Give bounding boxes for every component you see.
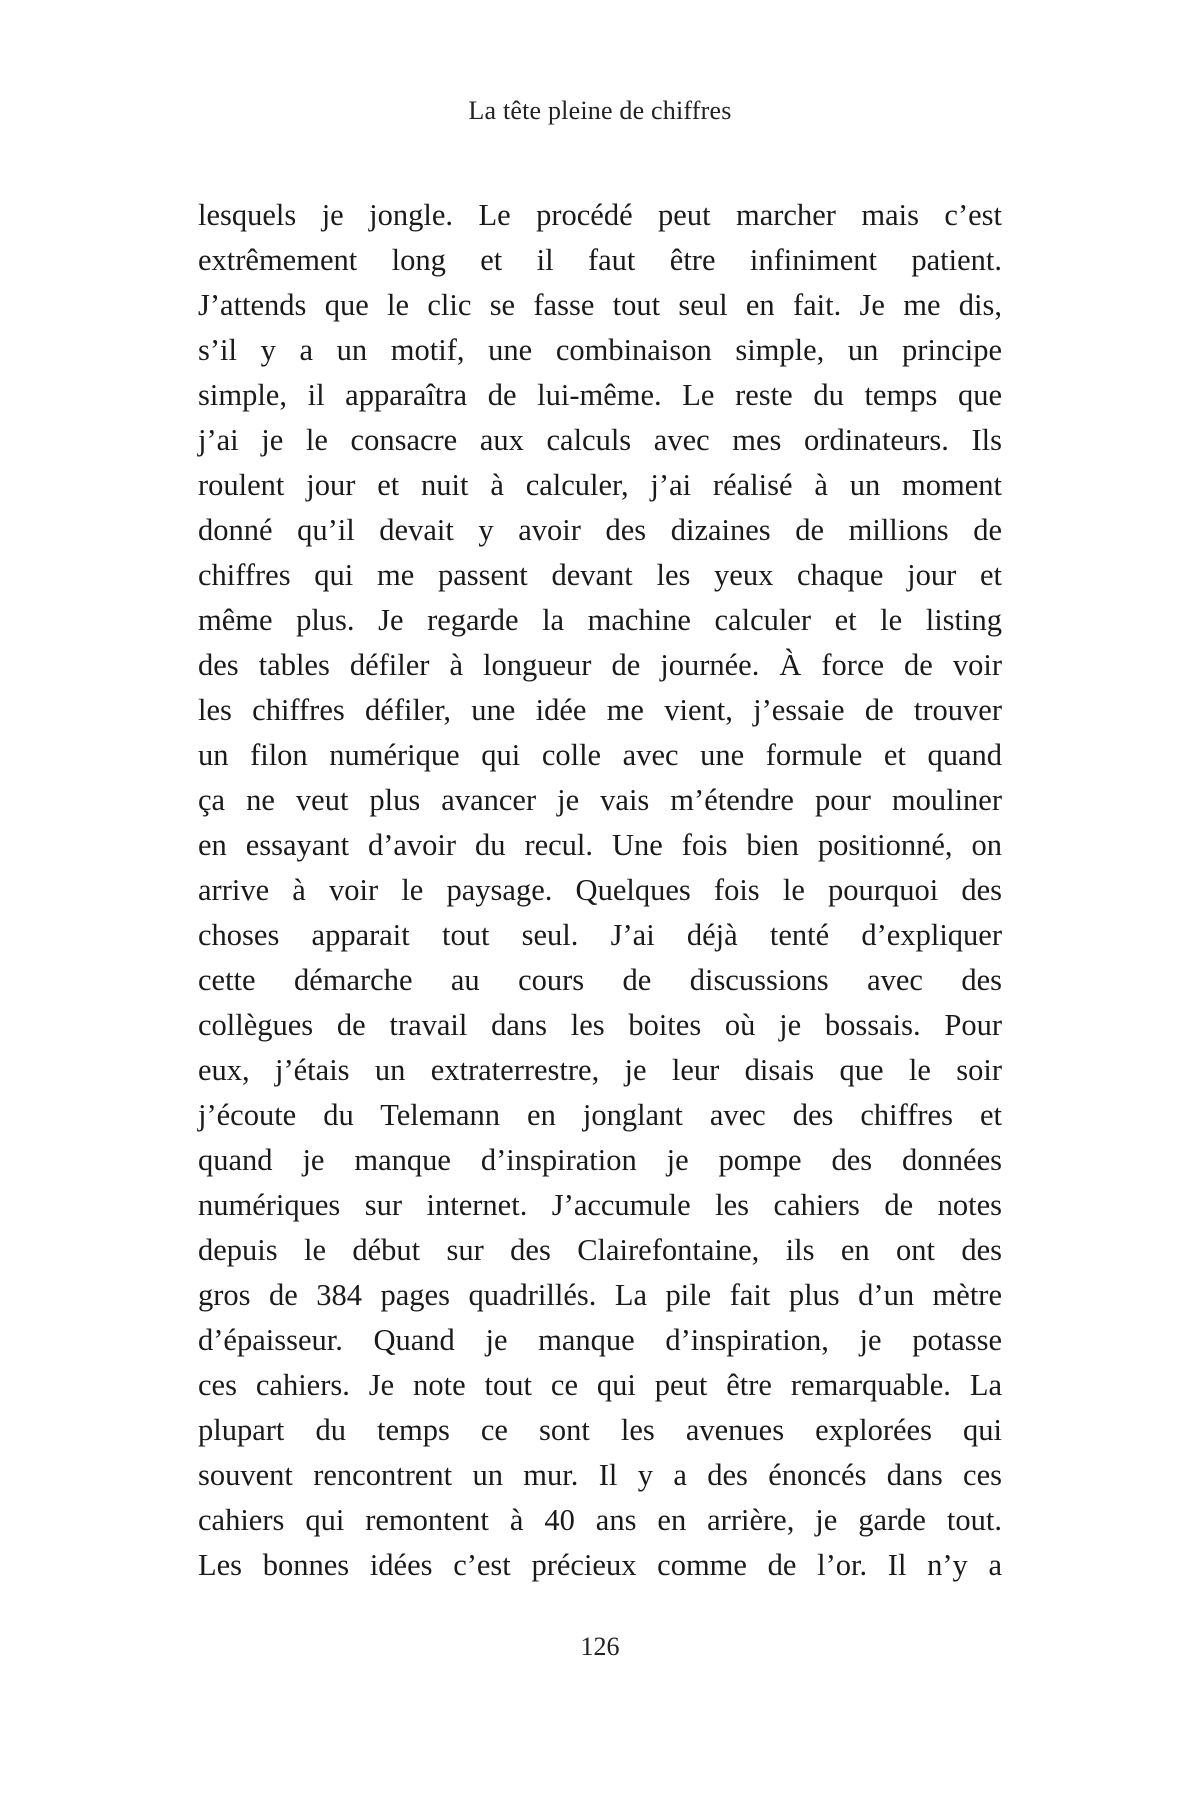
text-line: simple, il apparaîtra de lui-même. Le reste du temps que [198, 378, 1002, 412]
text-line: cahiers qui remontent à 40 ans en arrière, je garde tout. [198, 1503, 1002, 1537]
page-number: 126 [580, 1632, 620, 1661]
text-line: chiffres qui me passent devant les yeux chaque jour et [198, 558, 1002, 592]
text-line: en essayant d’avoir du recul. Une fois bien positionné, on [198, 828, 1002, 862]
text-line: choses apparait tout seul. J’ai déjà tenté d’expliquer [198, 918, 1002, 952]
text-line: roulent jour et nuit à calculer, j’ai réalisé à un moment [198, 468, 1002, 502]
text-line: ces cahiers. Je note tout ce qui peut être remarquable. La [198, 1368, 1002, 1402]
text-line: depuis le début sur des Clairefontaine, ils en ont des [198, 1233, 1002, 1267]
text-line: eux, j’étais un extraterrestre, je leur disais que le soir [198, 1053, 1002, 1087]
text-line: des tables défiler à longueur de journée. À force de voir [198, 648, 1002, 682]
text-line: les chiffres défiler, une idée me vient, j’essaie de trouver [198, 693, 1002, 727]
text-line: quand je manque d’inspiration je pompe des données [198, 1143, 1002, 1177]
text-line: extrêmement long et il faut être infiniment patient. [198, 243, 1002, 277]
text-line: lesquels je jongle. Le procédé peut marcher mais c’est [198, 198, 1002, 232]
text-line: plupart du temps ce sont les avenues explorées qui [198, 1413, 1002, 1447]
text-line: un filon numérique qui colle avec une formule et quand [198, 738, 1002, 772]
text-line: souvent rencontrent un mur. Il y a des énoncés dans ces [198, 1458, 1002, 1492]
text-line: ça ne veut plus avancer je vais m’étendre pour mouliner [198, 783, 1002, 817]
text-line: s’il y a un motif, une combinaison simple, un principe [198, 333, 1002, 367]
text-line: J’attends que le clic se fasse tout seul en fait. Je me dis, [198, 288, 1002, 322]
text-line: numériques sur internet. J’accumule les cahiers de notes [198, 1188, 1002, 1222]
text-line: Les bonnes idées c’est précieux comme de l’or. Il n’y a [198, 1548, 1002, 1582]
body-paragraph [198, 193, 1002, 1588]
text-line: arrive à voir le paysage. Quelques fois le pourquoi des [198, 873, 1002, 907]
text-line: gros de 384 pages quadrillés. La pile fait plus d’un mètre [198, 1278, 1002, 1312]
text-line: d’épaisseur. Quand je manque d’inspiration, je potasse [198, 1323, 1002, 1357]
running-header: La tête pleine de chiffres [468, 96, 732, 125]
text-line: même plus. Je regarde la machine calculer et le listing [198, 603, 1002, 637]
text-line: donné qu’il devait y avoir des dizaines de millions de [198, 513, 1002, 547]
text-line: collègues de travail dans les boites où je bossais. Pour [198, 1008, 1002, 1042]
text-line: j’écoute du Telemann en jonglant avec des chiffres et [198, 1098, 1002, 1132]
text-line: j’ai je le consacre aux calculs avec mes ordinateurs. Ils [198, 423, 1002, 457]
text-line: cette démarche au cours de discussions avec des [198, 963, 1002, 997]
